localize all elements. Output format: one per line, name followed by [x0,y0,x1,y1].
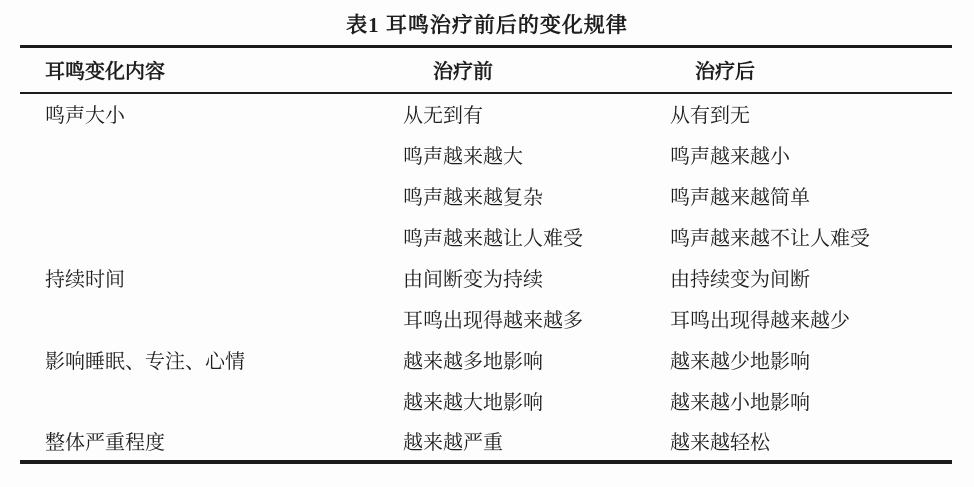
cell-after: 鸣声越来越小 [670,145,790,168]
cell-before: 耳鸣出现得越来越多 [403,309,583,332]
cell-before: 越来越大地影响 [403,391,543,414]
cell-before: 越来越多地影响 [403,350,543,373]
cell-change-content: 整体严重程度 [45,431,165,454]
cell-change-content [20,134,403,175]
table-header-row [20,47,952,93]
table-row [20,257,952,298]
cell-change-content: 鸣声大小 [45,105,125,127]
table-row [20,339,952,380]
cell-after: 鸣声越来越简单 [670,186,810,209]
cell-after: 越来越小地影响 [670,391,810,414]
cell-after: 鸣声越来越不让人难受 [670,227,870,250]
table-row [20,134,952,175]
cell-before: 越来越严重 [403,431,503,454]
cell-after: 越来越轻松 [670,431,770,454]
table-row [20,380,952,421]
cell-after: 由持续变为间断 [670,268,810,291]
cell-before: 鸣声越来越让人难受 [403,227,583,250]
cell-before: 鸣声越来越复杂 [403,186,543,209]
table-row [20,421,952,462]
header-after-treatment: 治疗后 [695,61,755,84]
header-change-content: 耳鸣变化内容 [45,61,165,84]
cell-after: 从有到无 [670,105,750,127]
header-before-treatment: 治疗前 [433,61,493,84]
table-row [20,175,952,216]
cell-change-content [20,380,403,421]
table-row [20,216,952,257]
cell-change-content: 影响睡眠、专注、心情 [45,350,245,373]
cell-change-content: 持续时间 [45,268,125,291]
tinnitus-change-table [20,45,952,464]
cell-before: 鸣声越来越大 [403,145,523,168]
cell-change-content [20,298,403,339]
cell-after: 耳鸣出现得越来越少 [670,309,850,332]
cell-change-content [20,175,403,216]
table-title: 表1 耳鸣治疗前后的变化规律 [346,13,628,37]
cell-after: 越来越少地影响 [670,350,810,373]
table-row [20,298,952,339]
cell-before: 从无到有 [403,105,483,127]
cell-change-content [20,216,403,257]
table-row [20,93,952,134]
cell-before: 由间断变为持续 [403,268,543,291]
